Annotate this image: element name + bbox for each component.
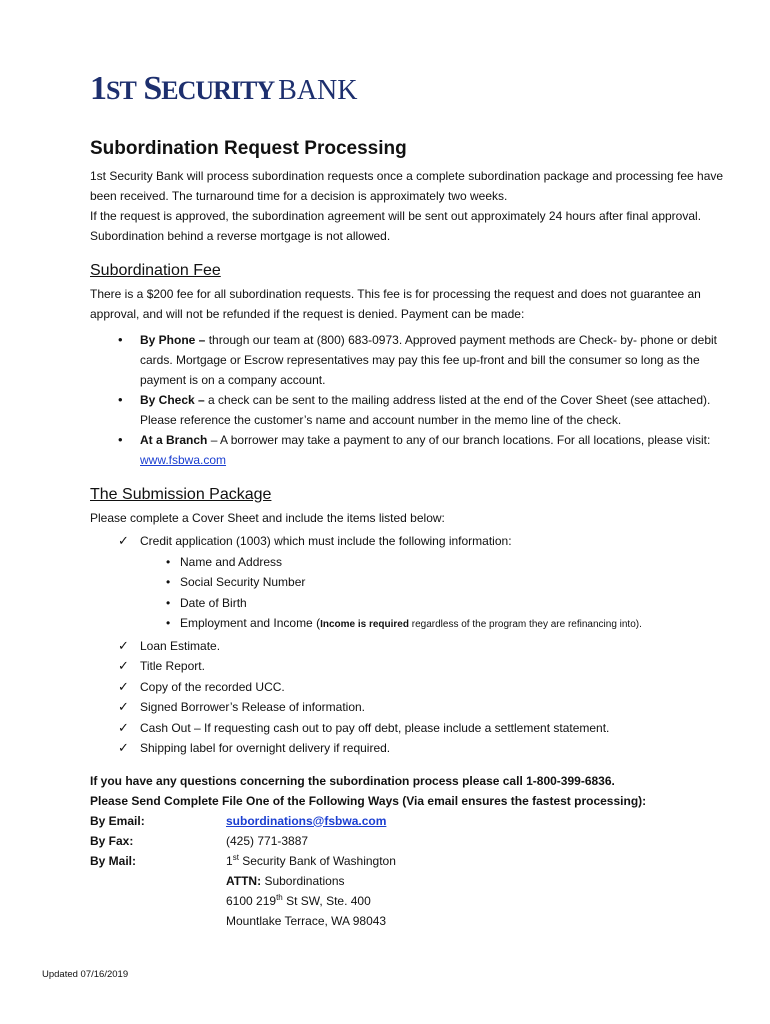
list-item: ✓ Loan Estimate. [140,636,730,657]
page-title: Subordination Request Processing [90,138,407,159]
package-intro: Please complete a Cover Sheet and include the items listed below: [90,511,445,525]
list-item: • Name and Address [180,552,730,573]
package-heading: The Submission Package [90,486,272,503]
credit-app-sublist [140,552,730,636]
document-body [90,138,730,931]
payment-method-branch: • At a Branch – A borrower may take a payment to any of our branch locations. For all locations, please visit: www.fsbwa.com [140,430,730,470]
questions-line: If you have any questions concerning the subordination process please call 1-800-399-6836. [90,773,615,788]
list-item: ✓ Copy of the recorded UCC. [140,677,730,698]
fax-number: (425) 771-3887 [226,833,309,848]
mail-city: Mountlake Terrace, WA 98043 [226,913,387,928]
list-item: ✓ Credit application (1003) which must include the following information: • Name and Address • Social Security Number • Date of Birth • Employment and Income (Income is required regardless of the program they are refinancing into). [140,531,730,636]
send-instructions: Please Send Complete File One of the Following Ways (Via email ensures the fastest processing): [90,793,647,808]
contact-section [90,771,730,811]
list-item: • Employment and Income (Income is required regardless of the program they are refinancing into). [180,613,730,636]
list-item: • Social Security Number [180,572,730,593]
list-item: ✓ Title Report. [140,656,730,677]
package-checklist [90,531,730,759]
fee-heading: Subordination Fee [90,262,221,279]
list-item: ✓ Signed Borrower’s Release of information. [140,697,730,718]
fee-text: There is a $200 fee for all subordination requests. This fee is for processing the request and does not guarantee an approval, and will not be refunded if the request is denied. Payment can be made: [90,287,701,321]
bank-logo: 1ST SECURITY BANK [90,70,358,107]
mail-attn: ATTN: Subordinations [226,873,345,888]
mail-street: 6100 219th St SW, Ste. 400 [226,892,371,908]
payment-method-phone: • By Phone – through our team at (800) 683-0973. Approved payment methods are Check- by- phone or debit cards. Mortgage or Escrow representatives may pay this fee up-front and bill the consumer so long as the payment is on a company account. [140,330,730,390]
list-item: ✓ Shipping label for overnight delivery if required. [140,738,730,759]
payment-methods-list [90,330,730,470]
email-label: By Email: [90,813,145,828]
contact-methods [90,811,730,931]
intro-paragraph-2: If the request is approved, the subordination agreement will be sent out approximately 24 hours after final approval. Subordination behind a reverse mortgage is not allowed. [90,209,702,243]
website-link[interactable]: www.fsbwa.com [140,453,227,467]
payment-method-check: • By Check – a check can be sent to the mailing address listed at the end of the Cover Sheet (see attached). Please reference the customer’s name and account number in the memo line of the check. [140,390,730,430]
updated-date: Updated 07/16/2019 [42,969,129,980]
list-item: • Date of Birth [180,593,730,614]
list-item: ✓ Cash Out – If requesting cash out to pay off debt, please include a settlement statement. [140,718,730,739]
email-link[interactable]: subordinations@fsbwa.com [226,813,387,828]
mail-recipient: 1st Security Bank of Washington [226,852,396,868]
mail-label: By Mail: [90,853,137,868]
intro-paragraph-1: 1st Security Bank will process subordination requests once a complete subordination package and processing fee have been received. The turnaround time for a decision is approximately two weeks. [90,169,724,203]
fax-label: By Fax: [90,833,134,848]
